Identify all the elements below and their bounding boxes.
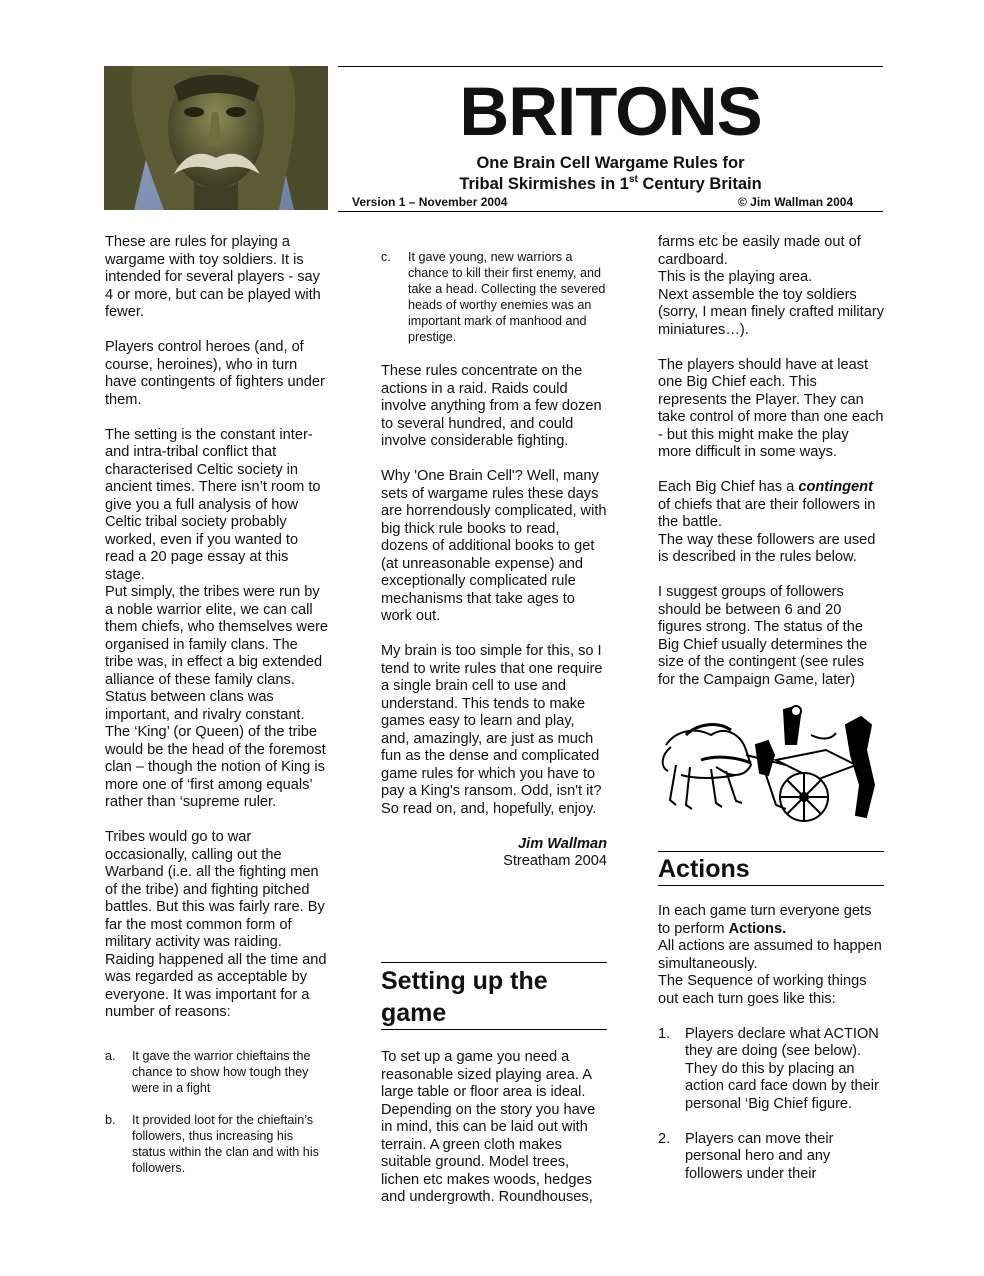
paragraph: So read on, and, hopefully, enjoy.	[381, 800, 597, 817]
signature-name: Jim Wallman	[518, 835, 607, 852]
reasons-list	[105, 1048, 329, 1176]
list-marker: 1.	[658, 1025, 671, 1042]
paragraph: To set up a game you need a reasonable sized playing area. A large table or floor area is ideal. Depending on the story you have in mind, this can be laid out with terrain. A green cloth makes suitable ground. Model trees, lichen etc makes woods, hedges and undergrowth. Roundhouses,	[381, 1049, 596, 1205]
heading-rule-bottom	[381, 1029, 607, 1030]
list-marker: a.	[105, 1048, 116, 1063]
paragraph: The setting is the constant inter- and intra-tribal conflict that characterised Celtic society in ancient times. There isn’t room to give you a full analysis of how Celtic tribal society probably worked, even if you wanted to read a 20 page essay at this stage.	[105, 426, 321, 583]
subtitle-line-2-text: Tribal Skirmishes in 1	[459, 175, 629, 193]
text-line: The way these followers are used is described in the rules below.	[658, 531, 876, 565]
emphasis-actions: Actions.	[728, 920, 787, 937]
text-run: Each Big Chief has a	[658, 479, 799, 495]
signature	[381, 836, 607, 871]
heading-rule-bottom	[658, 885, 884, 886]
section-heading-actions	[658, 851, 884, 886]
emphasis-contingent: contingent	[798, 479, 873, 495]
paragraph: These rules concentrate on the actions in a raid. Raids could involve anything from a few dozen to several hundred, and could involve considerable fighting.	[381, 363, 602, 449]
column-1	[105, 234, 329, 1176]
paragraph	[658, 903, 884, 1008]
list-item	[105, 1112, 329, 1176]
warrior-statue-image	[104, 66, 328, 210]
list-marker: b.	[105, 1112, 116, 1127]
text-run: of chiefs that are their followers in the battle.	[658, 496, 876, 530]
actions-section	[658, 903, 884, 1201]
section-heading-setup	[381, 962, 607, 1030]
list-item	[658, 1131, 884, 1184]
text-line: The Sequence of working things out each turn goes like this:	[658, 973, 867, 1007]
paragraph: My brain is too simple for this, so I tend to write rules that one require a single brain cell to use and understand. This tends to make games easy to learn and play, and, amazingly, are just as much fun as the dense and complicated game rules for which you have to pay a King's ransom. Odd, isn't it?	[381, 643, 603, 799]
paragraph: Tribes would go to war occasionally, calling out the Warband (i.e. all the fighting men of the tribe) and fighting pitched battles. But this was fairly rare. By far the most common form of military activity was raiding.	[105, 829, 325, 950]
subtitle-line-2-end: Century Britain	[637, 175, 762, 193]
reasons-list-continued	[381, 249, 607, 345]
list-item-text: It provided loot for the chieftain’s followers, thus increasing his status within the clan and with his followers.	[132, 1112, 319, 1175]
column-3	[658, 234, 884, 707]
list-marker: 2.	[658, 1130, 671, 1147]
paragraph	[658, 234, 884, 339]
subtitle-superscript: st	[628, 174, 638, 185]
subtitle-line-1: One Brain Cell Wargame Rules for	[476, 154, 745, 172]
version-label: Version 1 – November 2004	[352, 195, 508, 209]
text-line: Next assemble the toy soldiers (sorry, I mean finely crafted military miniatures…).	[658, 286, 884, 338]
chariot-illustration	[656, 705, 884, 827]
setup-paragraph	[381, 1049, 607, 1224]
paragraph: Put simply, the tribes were run by a noble warrior elite, we can call them chiefs, who themselves were organised in family clans. The tribe was, in effect a big extended alliance of these family clans. Status between clans was important, and rivalry constant. The ‘King’ (or Queen) of the tribe would be the head of the foremost clan – though the notion of King is more one of ‘first among equals’ rather than ‘supreme ruler.	[105, 584, 329, 810]
list-item-text: Players can move their personal hero and any followers under their	[685, 1130, 834, 1182]
document-subtitle	[338, 153, 883, 195]
paragraph: Why 'One Brain Cell'? Well, many sets of wargame rules these days are horrendously complicated, with big thick rule books to read, dozens of additional books to get (at unreasonable expense) and exceptionally complicated rule mechanisms that take ages to work out.	[381, 468, 607, 624]
copyright-label: © Jim Wallman 2004	[738, 195, 854, 209]
heading-text: Setting up the game	[381, 967, 548, 1027]
subtitle-line-2	[338, 174, 883, 195]
paragraph: Players control heroes (and, of course, heroines), who in turn have contingents of fighters under them.	[105, 339, 325, 408]
text-line: All actions are assumed to happen simultaneously.	[658, 938, 882, 972]
text-line: This is the playing area.	[658, 269, 813, 285]
list-item-text: Players declare what ACTION they are doing (see below). They do this by placing an action card face down by their personal ‘Big Chief figure.	[685, 1025, 879, 1112]
paragraph: These are rules for playing a wargame with toy soldiers. It is intended for several players - say 4 or more, but can be played with fewer.	[105, 234, 321, 320]
paragraph: Raiding happened all the time and was regarded as acceptable by everyone. It was important for a number of reasons:	[105, 951, 327, 1020]
paragraph: I suggest groups of followers should be between 6 and 20 figures strong. The status of the Big Chief usually determines the size of the contingent (see rules for the Campaign Game, later)	[658, 584, 868, 688]
header-top-rule	[338, 66, 883, 67]
paragraph: The players should have at least one Big Chief each. This represents the Player. They can take control of more than one each - but this might make the play more difficult in some ways.	[658, 356, 884, 460]
document-title: BRITONS	[459, 73, 762, 150]
column-2	[381, 363, 607, 871]
list-item-text: It gave the warrior chieftains the chance to show how tough they were in a fight	[132, 1048, 311, 1095]
sequence-list	[658, 1026, 884, 1184]
list-item-text: It gave young, new warriors a chance to kill their first enemy, and take a head. Collecting the severed heads of worthy enemies was an important mark of manhood and prestige.	[408, 250, 606, 344]
list-marker: c.	[381, 250, 391, 264]
header-bottom-rule	[338, 211, 883, 212]
text-line: farms etc be easily made out of cardboard.	[658, 234, 861, 268]
signature-place: Streatham 2004	[503, 853, 607, 869]
list-item	[381, 249, 607, 345]
list-item	[658, 1026, 884, 1114]
list-item	[105, 1048, 329, 1096]
heading-text: Actions	[658, 855, 750, 883]
text-run: In each game turn everyone gets to perform	[658, 903, 872, 937]
paragraph	[658, 479, 884, 567]
